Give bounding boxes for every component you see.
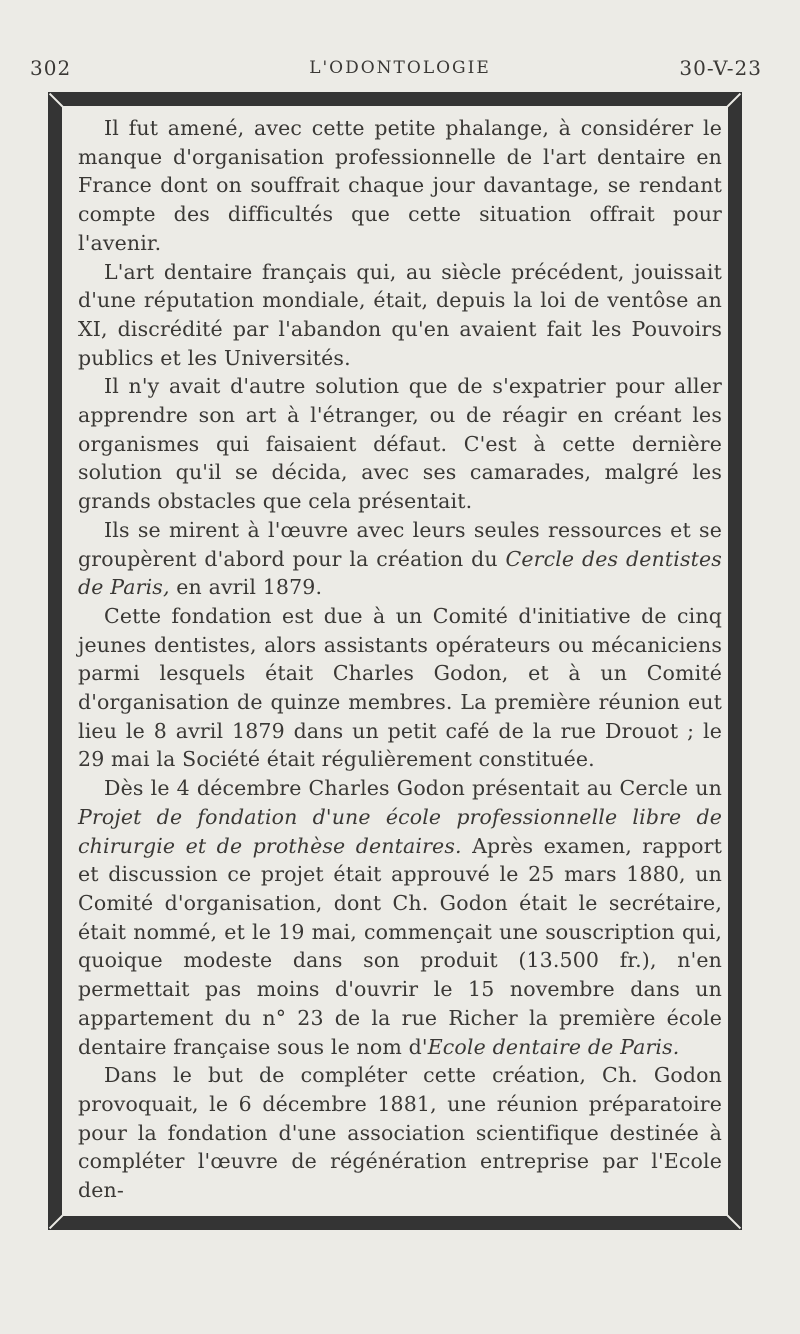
text-segment: Après examen, rapport et discussion ce projet était approuvé le 25 mars 1880, un Comité d'organisation, dont Ch. Godon était le secrétaire, était nommé, et le 19 mai, commençait une souscription qui, quoique modeste dans son produit (13.500 fr.), n'en permettait pas moins d'ouvrir le 15 novembre dans un appartement du n° 23 de la rue Richer la première école dentaire française sous le nom d'	[78, 833, 722, 1059]
italic-title: Projet de fondation d'une école professionnelle libre de chirurgie et de prothèse dentaires.	[78, 804, 722, 858]
page-number: 302	[30, 56, 72, 80]
italic-title: Cercle des dentistes de Paris,	[78, 546, 722, 600]
paragraph	[78, 602, 722, 774]
text-segment: en avril 1879.	[169, 575, 323, 600]
paragraph	[78, 372, 722, 516]
text-segment: Cette fondation est due à un Comité d'initiative de cinq jeunes dentistes, alors assistants opérateurs ou mécaniciens parmi lesquels était Charles Godon, et à un Comité d'organisation de quinze membres. La première réunion eut lieu le 8 avril 1879 dans un petit café de la rue Drouot ; le 29 mai la Société était régulièrement constituée.	[78, 603, 722, 772]
text-segment: Ils se mirent à l'œuvre avec leurs seules ressources et se groupèrent d'abord pour la création du	[78, 517, 722, 571]
paragraph	[78, 114, 722, 258]
text-segment: Dès le 4 décembre Charles Godon présentait au Cercle un	[104, 776, 722, 801]
page-header	[0, 0, 800, 100]
text-segment: Dans le but de compléter cette création, Ch. Godon provoquait, le 6 décembre 1881, une réunion préparatoire pour la fondation d'une association scientifique destinée à compléter l'œuvre de régénération entreprise par l'Ecole den-	[78, 1063, 722, 1203]
paragraph	[78, 1061, 722, 1205]
issue-date: 30-V-23	[679, 56, 762, 80]
italic-title: Ecole dentaire de Paris.	[427, 1034, 680, 1059]
paragraph	[78, 774, 722, 1061]
text-segment: L'art dentaire français qui, au siècle précédent, jouissait d'une réputation mondiale, était, depuis la loi de ventôse an XI, discrédité par l'abandon qu'en avaient fait les Pouvoirs publics et les Universités.	[78, 259, 722, 370]
text-segment: Il fut amené, avec cette petite phalange, à considérer le manque d'organisation professionnelle de l'art dentaire en France dont on souffrait chaque jour davantage, se rendant compte des difficultés que cette situation offrait pour l'avenir.	[78, 116, 722, 255]
text-segment: Il n'y avait d'autre solution que de s'expatrier pour aller apprendre son art à l'étranger, ou de réagir en créant les organismes qui faisaient défaut. C'est à cette dernière solution qu'il se décida, avec ses camarades, malgré les grands obstacles que cela présentait.	[78, 374, 722, 514]
article-body	[78, 114, 722, 1205]
running-title: L'ODONTOLOGIE	[309, 58, 491, 78]
paragraph	[78, 258, 722, 373]
paragraph	[78, 516, 722, 602]
